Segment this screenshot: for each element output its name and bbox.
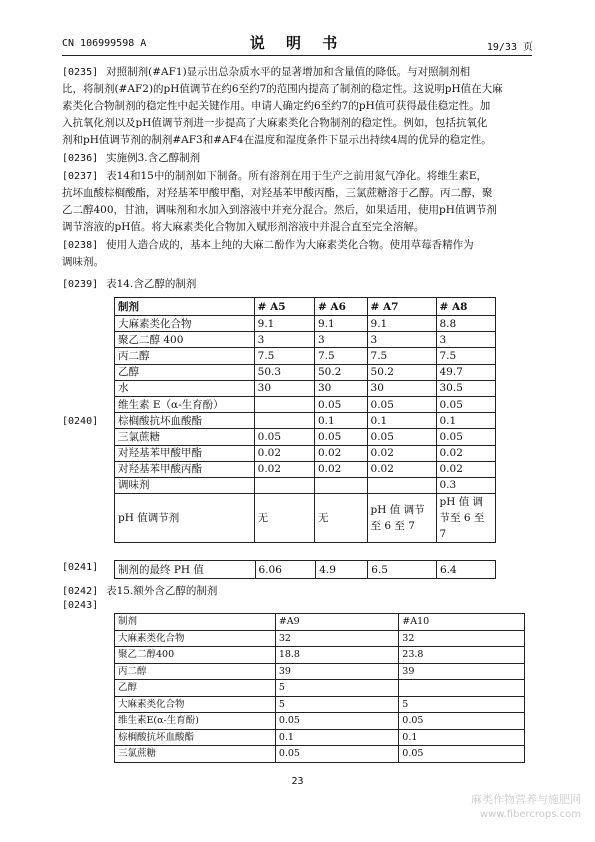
table-cell: 无 [254,494,314,543]
table-row [115,380,496,396]
paragraph-line: 使用人造合成的，基本上纯的大麻二酚作为大麻素类化合物。使用草莓香精作为 [106,239,474,251]
table-row-ph-adjuster [115,494,496,543]
table-row [115,561,496,579]
table-cell: 0.05 [275,746,398,763]
table-row [115,316,496,332]
table-row [115,746,525,763]
table-cell: 7.5 [254,348,314,364]
paragraph-line: 剂和pH值调节剂的制剂#AF3和#AF4在温度和湿度条件下显示出持续4周的优异的稳定性。 [62,134,492,146]
table-cell: 4.9 [316,561,368,579]
table-cell: 0.02 [436,461,496,477]
table-cell: 聚乙二醇 400 [115,332,255,348]
table-cell: 0.05 [314,429,367,445]
paragraph-0239 [62,276,534,293]
table-cell: 0.05 [275,713,398,730]
table-cell: 0.05 [254,429,314,445]
table-cell: 5 [275,696,398,713]
header-cell: # A6 [314,298,367,316]
paragraph-line: 对照制剂(#AF1)显示出总杂质水平的显著增加和含量值的降低。与对照制剂相 [106,66,471,78]
table-cell: 0.05 [367,396,436,412]
table-cell: 0.05 [436,429,496,445]
table-cell: 调味剂 [115,477,255,493]
table-cell: 丙二醇 [115,663,276,680]
table-row [115,445,496,461]
table-row [115,630,525,647]
table-row [115,348,496,364]
table-cell: 0.1 [399,729,525,746]
table-15 [114,613,525,763]
table-cell: 50.2 [367,364,436,380]
table-cell: 3 [254,332,314,348]
table-cell: 0.05 [436,396,496,412]
table-cell: 0.02 [254,445,314,461]
header-cell: #A9 [275,614,398,631]
table-cell: pH 值 调节至 6 至 7 [367,494,436,543]
paragraph-tag: [0238] [62,240,99,251]
table-cell: 0.02 [367,445,436,461]
table-cell: 30 [254,380,314,396]
table-caption: 表15.额外含乙醇的制剂 [106,585,218,597]
table-cell [254,396,314,412]
table-row [115,713,525,730]
table-row [115,663,525,680]
paragraph-line: 调味剂。 [62,256,104,268]
table-cell: 3 [367,332,436,348]
paragraph-line: 素类化合物制剂的稳定性中起关键作用。申请人确定约6至约7的pH值可获得最佳稳定性。加 [62,100,491,112]
paragraph-line: 抗坏血酸棕榈酸酯，对羟基苯甲酸甲酯，对羟基苯甲酸丙酯，三氯蔗糖溶于乙醇。丙二醇，聚 [62,187,493,199]
table-cell: 0.1 [367,413,436,429]
paragraph-tag: [0235] [62,67,99,78]
table-cell: 0.05 [314,396,367,412]
header-cell: 制剂 [115,298,255,316]
table-row [115,332,496,348]
watermark-title: 麻类作物营养与施肥网 [471,793,581,806]
header-cell: # A5 [254,298,314,316]
table-cell: 0.02 [367,461,436,477]
table-cell: pH 值 调节至 6 至 7 [436,494,496,543]
paragraph-line: 比，将制剂(#AF2)的pH值调节在约6至约7的范围内提高了制剂的稳定性。这说明pH值在大麻 [62,83,503,95]
table-cell: 对羟基苯甲酸甲酯 [115,445,255,461]
table-cell: 49.7 [436,364,496,380]
paragraph-0242 [62,583,534,600]
paragraph-tag-0240: [0240] [62,416,99,427]
table-cell: 乙醇 [115,680,276,697]
paragraph-0238 [62,237,534,271]
table-cell: 9.1 [314,316,367,332]
table-row [115,461,496,477]
table-cell: 棕榈酸抗坏血酸酯 [115,729,276,746]
table-cell: 对羟基苯甲酸丙酯 [115,461,255,477]
table-cell: 0.02 [254,461,314,477]
table-cell: 39 [275,663,398,680]
page-indicator: 19/33 页 [486,42,533,53]
paragraph-0237 [62,168,534,236]
table-cell: 7.5 [314,348,367,364]
paragraph-0235 [62,64,534,149]
table-row [115,696,525,713]
table-cell: 6.5 [368,561,437,579]
section-heading: 实施例3.含乙醇制剂 [106,152,201,164]
watermark [471,791,581,820]
table-row [115,647,525,664]
table-14-final-ph [114,560,496,579]
table-cell: 丙二醇 [115,348,255,364]
table-row [115,729,525,746]
table-cell: 5 [399,696,525,713]
table-cell: 0.1 [275,729,398,746]
table-cell [254,477,314,493]
table-cell [314,477,367,493]
paragraph-tag: [0239] [62,279,99,290]
table-cell: 三氯蔗糖 [115,429,255,445]
table-cell: 39 [399,663,525,680]
table-cell: 0.1 [314,413,367,429]
table-cell: 9.1 [367,316,436,332]
table-cell: 聚乙二醇400 [115,647,276,664]
paragraph-tag-0243: [0243] [62,600,99,611]
paragraph-line: 乙二醇400，甘油，调味剂和水加入到溶液中并充分混合。然后，如果适用，使用pH值调节剂 [62,204,497,216]
table-cell: 0.05 [367,429,436,445]
page-number: 23 [291,776,304,787]
table-cell: 8.8 [436,316,496,332]
header-rule [62,55,532,56]
table-row [115,680,525,697]
table-cell: 0.02 [314,445,367,461]
table-cell: 0.1 [436,413,496,429]
table-cell [254,413,314,429]
watermark-url: www.fibercrops.com [479,809,581,820]
table-cell: 50.2 [314,364,367,380]
table-row [115,477,496,493]
table-cell: 5 [275,680,398,697]
paragraph-0236 [62,150,534,167]
table-cell: 6.4 [436,561,495,579]
table-cell: 0.02 [436,445,496,461]
paragraph-tag: [0236] [62,153,99,164]
table-header-row [115,298,496,316]
paragraph-line: 入抗氧化剂以及pH值调节剂进一步提高了大麻素类化合物制剂的稳定性。例如，包括抗氧化 [62,117,488,129]
header-cell: # A8 [436,298,496,316]
header-cell: # A7 [367,298,436,316]
table-cell: 32 [275,630,398,647]
table-cell: 大麻素类化合物 [115,316,255,332]
table-cell: 0.02 [314,461,367,477]
table-cell: 水 [115,380,255,396]
paragraph-line: 调节溶液的pH值。将大麻素类化合物加入赋形剂溶液中并混合直至完全溶解。 [62,221,425,233]
table-cell: 9.1 [254,316,314,332]
table-cell: 7.5 [436,348,496,364]
header-cell: #A10 [399,614,525,631]
table-cell: 0.05 [399,746,525,763]
table-cell: 30 [367,380,436,396]
table-header-row [115,614,525,631]
table-cell [367,477,436,493]
table-row [115,429,496,445]
table-14 [114,297,496,543]
table-cell: 棕榈酸抗坏血酸酯 [115,413,255,429]
paragraph-line: 表14和15中的制剂如下制备。所有溶剂在用于生产之前用氮气净化。将维生素E， [106,170,488,182]
patent-number: CN 106999598 A [62,38,147,49]
table-cell: 0.05 [399,713,525,730]
table-cell: 7.5 [367,348,436,364]
table-cell: 三氯蔗糖 [115,746,276,763]
table-cell [399,680,525,697]
table-cell: 制剂的最终 PH 值 [115,561,256,579]
table-cell: 维生素 E（α-生育酚） [115,396,255,412]
table-cell: 30.5 [436,380,496,396]
header-cell: 制剂 [115,614,276,631]
table-cell: 乙醇 [115,364,255,380]
paragraph-tag-0241: [0241] [62,562,99,573]
table-cell: 18.8 [275,647,398,664]
table-cell: 23.8 [399,647,525,664]
table-cell: 大麻素类化合物 [115,696,276,713]
table-cell: 大麻素类化合物 [115,630,276,647]
table-row [115,413,496,429]
document-title: 说 明 书 [249,34,346,52]
table-row [115,364,496,380]
table-cell: 32 [399,630,525,647]
table-cell: 50.3 [254,364,314,380]
table-cell: 3 [314,332,367,348]
table-cell: 6.06 [255,561,316,579]
table-cell: 维生素E(α-生育酚) [115,713,276,730]
table-cell: pH 值调节剂 [115,494,255,543]
table-cell: 无 [314,494,367,543]
page-header [0,32,595,54]
table-cell: 3 [436,332,496,348]
table-cell: 30 [314,380,367,396]
paragraph-tag: [0237] [62,171,99,182]
table-row [115,396,496,412]
table-caption: 表14.含乙醇的制剂 [106,278,197,290]
table-cell: 0.3 [436,477,496,493]
paragraph-tag: [0242] [62,586,99,597]
